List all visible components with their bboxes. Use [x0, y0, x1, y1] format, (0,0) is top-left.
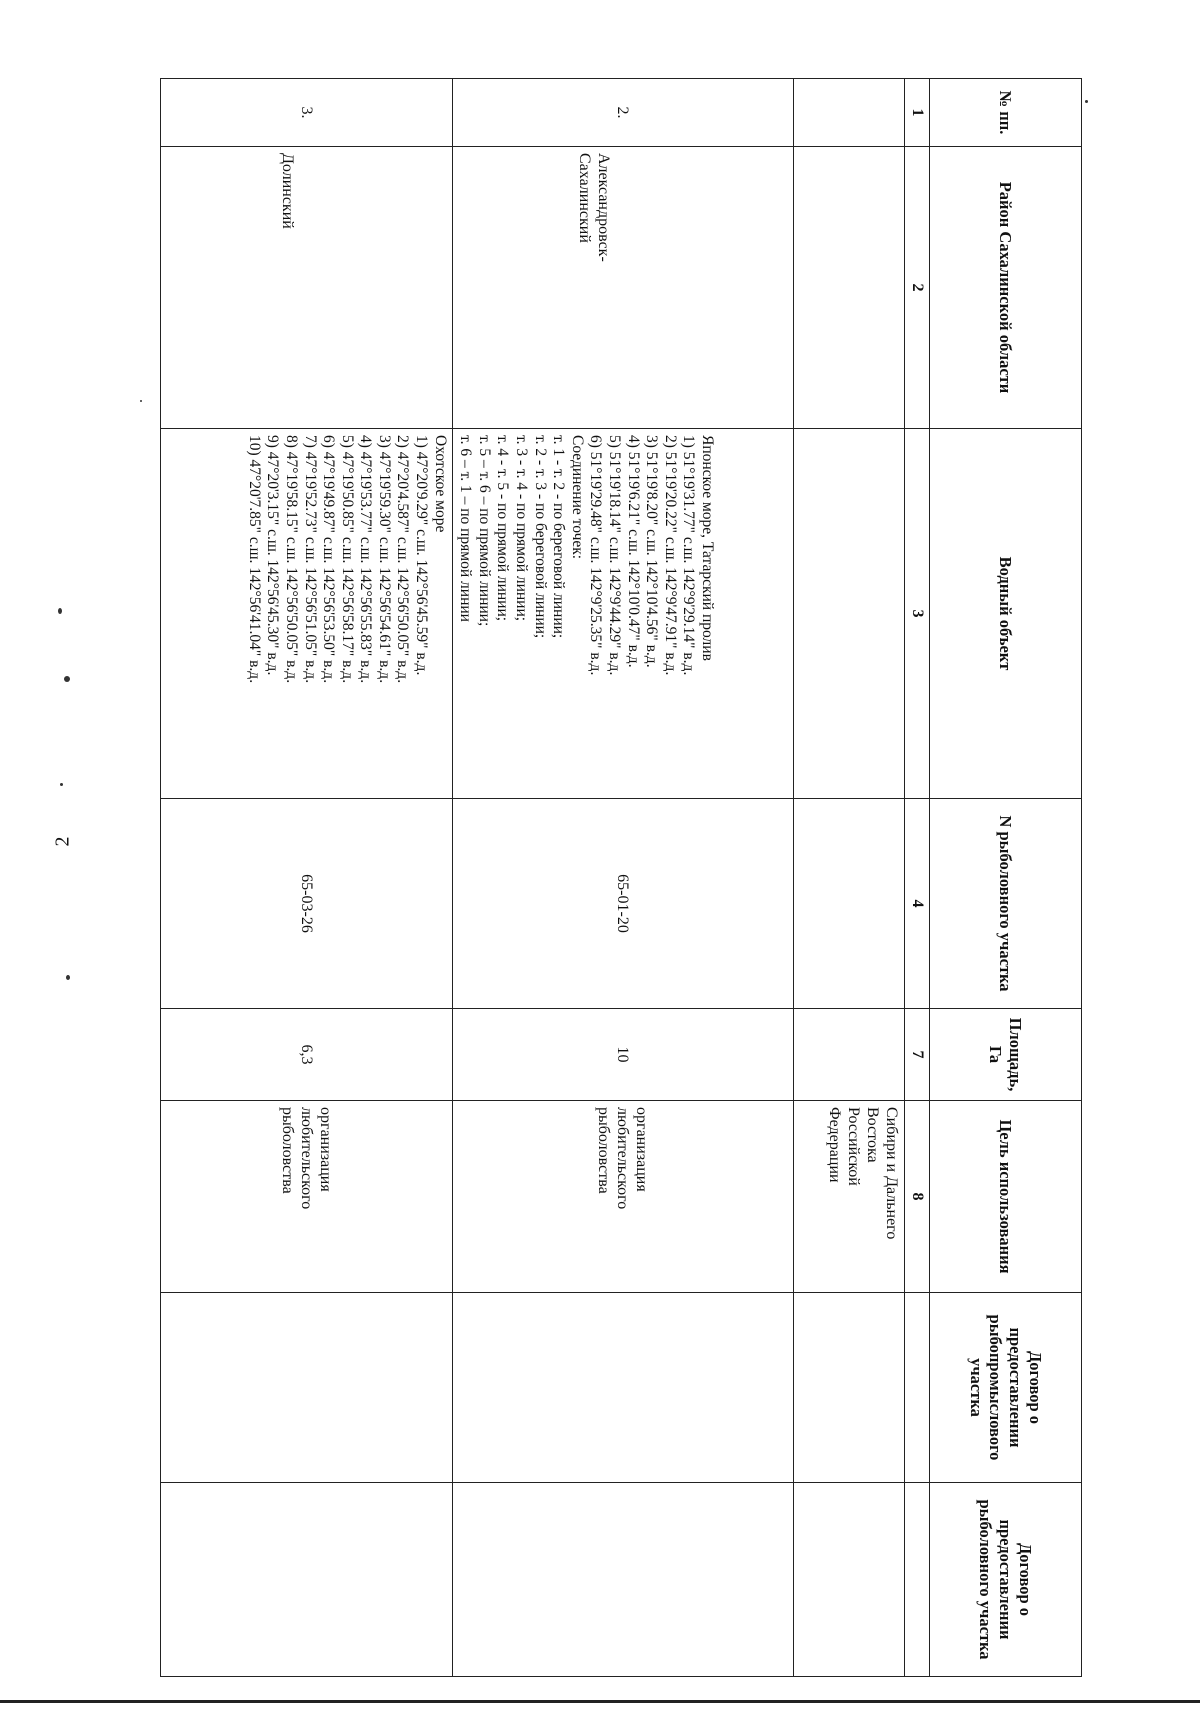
scan-speck — [60, 783, 63, 786]
continuation-purpose: Сибири и Дальнего Востока Российской Федерации — [793, 1101, 905, 1293]
header-row — [929, 79, 1081, 1677]
row-district: Долинский — [161, 147, 453, 429]
table-row — [161, 79, 453, 1677]
row-area: 10 — [452, 1009, 793, 1101]
col-num-3: 3 — [905, 429, 930, 799]
table-row — [452, 79, 793, 1677]
row-area: 6,3 — [161, 1009, 453, 1101]
row-water-object: Охотское море 1) 47°20'9.29" с.ш. 142°56'45.59" в.д. 2) 47°20'4.587" с.ш. 142°56'50.05" в.д. 3) 47°19'59.30" с.ш. 142°56'54.61" в.д. 4) 47°19'53.77" с.ш. 142°56'55.83" в.д. 5) 47°19'50.85" с.ш. 142°56'58.17" в.д. 6) 47°19'49.87" с.ш. 142°56'53.50" в.д. 7) 47°19'52.73" с.ш. 142°56'51.05" в.д. 8) 47°19'58.15" с.ш. 142°56'50.05" в.д. 9) 47°20'3.15" с.ш. 142°56'45.30" в.д. 10) 47°20'7.85" с.ш. 142°56'41.04" в.д. — [161, 429, 453, 799]
row-contract-commercial — [161, 1293, 453, 1483]
row-num: 3. — [161, 79, 453, 147]
table-row-continuation — [793, 79, 905, 1677]
header-contract-fishing: Договор о предоставлении рыболовного участка — [929, 1483, 1081, 1677]
col-num-empty — [905, 1293, 930, 1483]
col-num-2: 2 — [905, 147, 930, 429]
row-plot-number: 65-01-20 — [452, 799, 793, 1009]
header-water-object: Водный объект — [929, 429, 1081, 799]
fishing-plots-table — [160, 78, 1082, 1677]
header-district: Район Сахалинской области — [929, 147, 1081, 429]
col-num-1: 1 — [905, 79, 930, 147]
row-plot-number: 65-03-26 — [161, 799, 453, 1009]
row-contract-fishing — [452, 1483, 793, 1677]
header-num: № пп. — [929, 79, 1081, 147]
row-contract-commercial — [452, 1293, 793, 1483]
row-purpose: организация любительского рыболовства — [161, 1101, 453, 1293]
scan-speck — [1085, 100, 1088, 103]
scan-speck — [58, 608, 62, 614]
page-number: 2 — [51, 836, 74, 847]
col-num-empty — [905, 1483, 930, 1677]
col-num-4: 4 — [905, 799, 930, 1009]
column-numbers-row — [905, 79, 930, 1677]
row-district: Александровск- Сахалинский — [452, 147, 793, 429]
header-area: Площадь, Га — [929, 1009, 1081, 1101]
rotated-table-wrapper — [160, 78, 1082, 1676]
scan-edge-line — [0, 1700, 1200, 1703]
header-plot-number: N рыболовного участка — [929, 799, 1081, 1009]
row-num: 2. — [452, 79, 793, 147]
row-water-object: Японское море, Татарский пролив 1) 51°19'31.77" с.ш. 142°9'29.14" в.д. 2) 51°19'20.22" с.ш. 142°9'47.91" в.д. 3) 51°19'8.20" с.ш. 142°10'4.56" в.д. 4) 51°19'6.21" с.ш. 142°10'0.47" в.д. 5) 51°19'18.14" с.ш. 142°9'44.29" в.д. 6) 51°19'29.48" с.ш. 142°9'25.35" в.д. Соединение точек: т. 1 - т. 2 - по береговой линии; т. 2 - т. 3 - по береговой линии; т. 3 - т. 4 - по прямой линии; т. 4 - т. 5 - по прямой линии; т. 5 – т. 6 – по прямой линии; т. 6 – т. 1 – по прямой линии — [452, 429, 793, 799]
header-purpose: Цель использования — [929, 1101, 1081, 1293]
col-num-7: 7 — [905, 1009, 930, 1101]
row-contract-fishing — [161, 1483, 453, 1677]
row-purpose: организация любительского рыболовства — [452, 1101, 793, 1293]
scan-speck — [66, 975, 70, 980]
scan-speck — [64, 676, 70, 682]
header-contract-commercial: Договор о предоставлении рыбопромыслового участка — [929, 1293, 1081, 1483]
col-num-8: 8 — [905, 1101, 930, 1293]
scan-speck — [140, 400, 142, 402]
